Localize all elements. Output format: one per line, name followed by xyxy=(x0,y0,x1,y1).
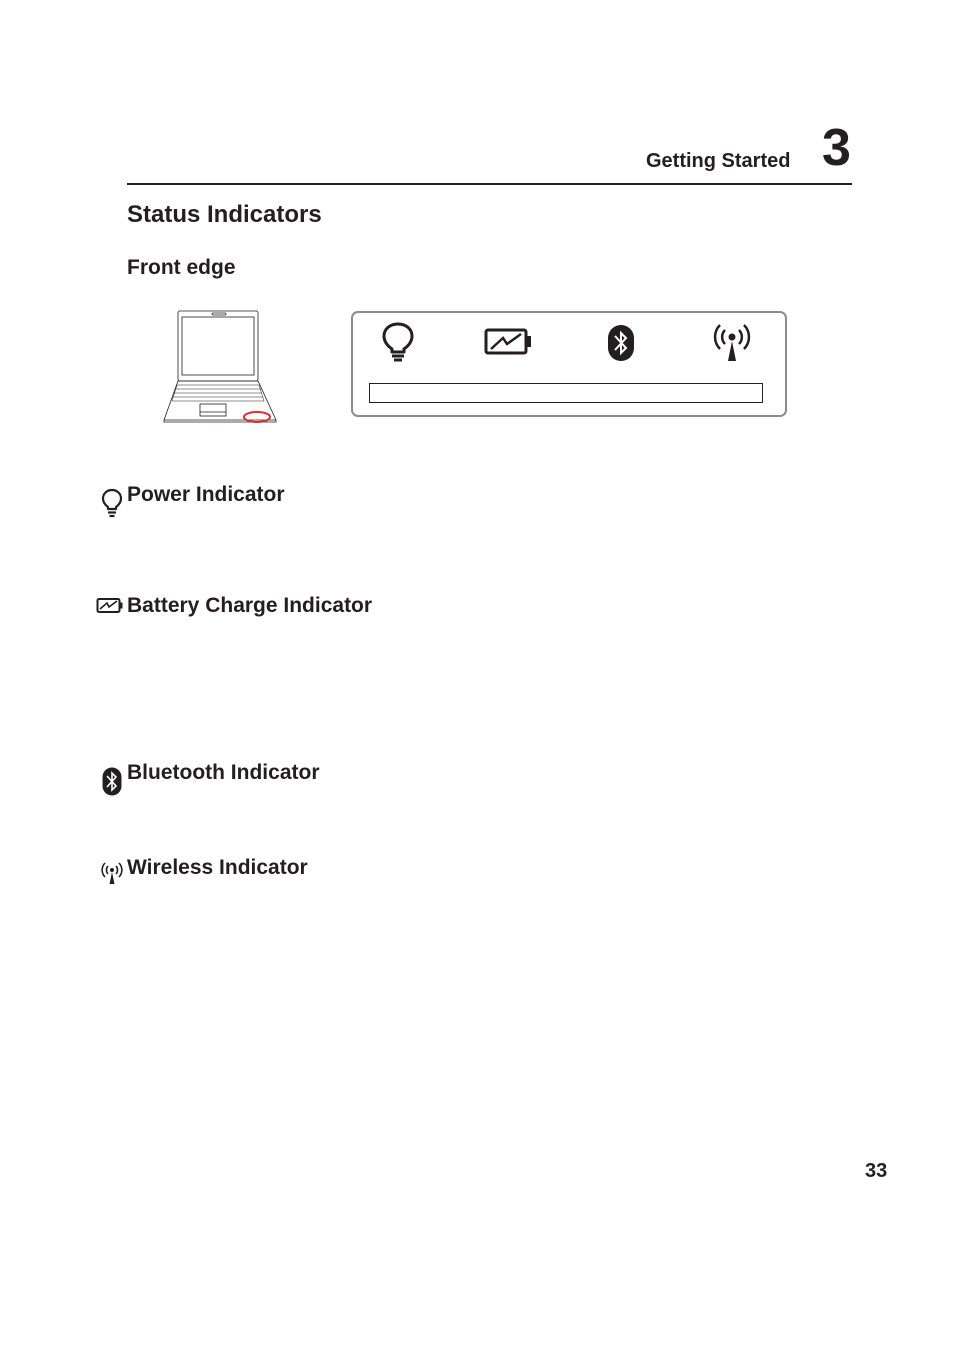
wireless-icon xyxy=(712,321,752,363)
chapter-number: 3 xyxy=(822,119,851,177)
laptop-front-illustration xyxy=(160,308,280,426)
bluetooth-icon xyxy=(102,767,122,796)
wireless-indicator-heading: Wireless Indicator xyxy=(127,856,308,879)
bluetooth-indicator-heading: Bluetooth Indicator xyxy=(127,761,320,784)
subsection-title: Front edge xyxy=(127,256,236,279)
indicator-light-bar xyxy=(369,383,763,403)
wireless-icon xyxy=(100,861,124,885)
power-indicator-icon xyxy=(381,322,415,362)
power-indicator-heading: Power Indicator xyxy=(127,483,285,506)
indicator-panel xyxy=(351,311,787,417)
page-number: 33 xyxy=(865,1160,888,1182)
battery-charge-icon xyxy=(96,597,124,614)
section-title: Status Indicators xyxy=(127,201,322,228)
chapter-title: Getting Started xyxy=(646,150,791,172)
power-indicator-icon xyxy=(101,488,123,518)
bluetooth-icon xyxy=(607,324,635,362)
battery-charge-indicator-heading: Battery Charge Indicator xyxy=(127,594,373,617)
battery-charge-icon xyxy=(484,327,534,357)
header-divider xyxy=(127,183,852,185)
